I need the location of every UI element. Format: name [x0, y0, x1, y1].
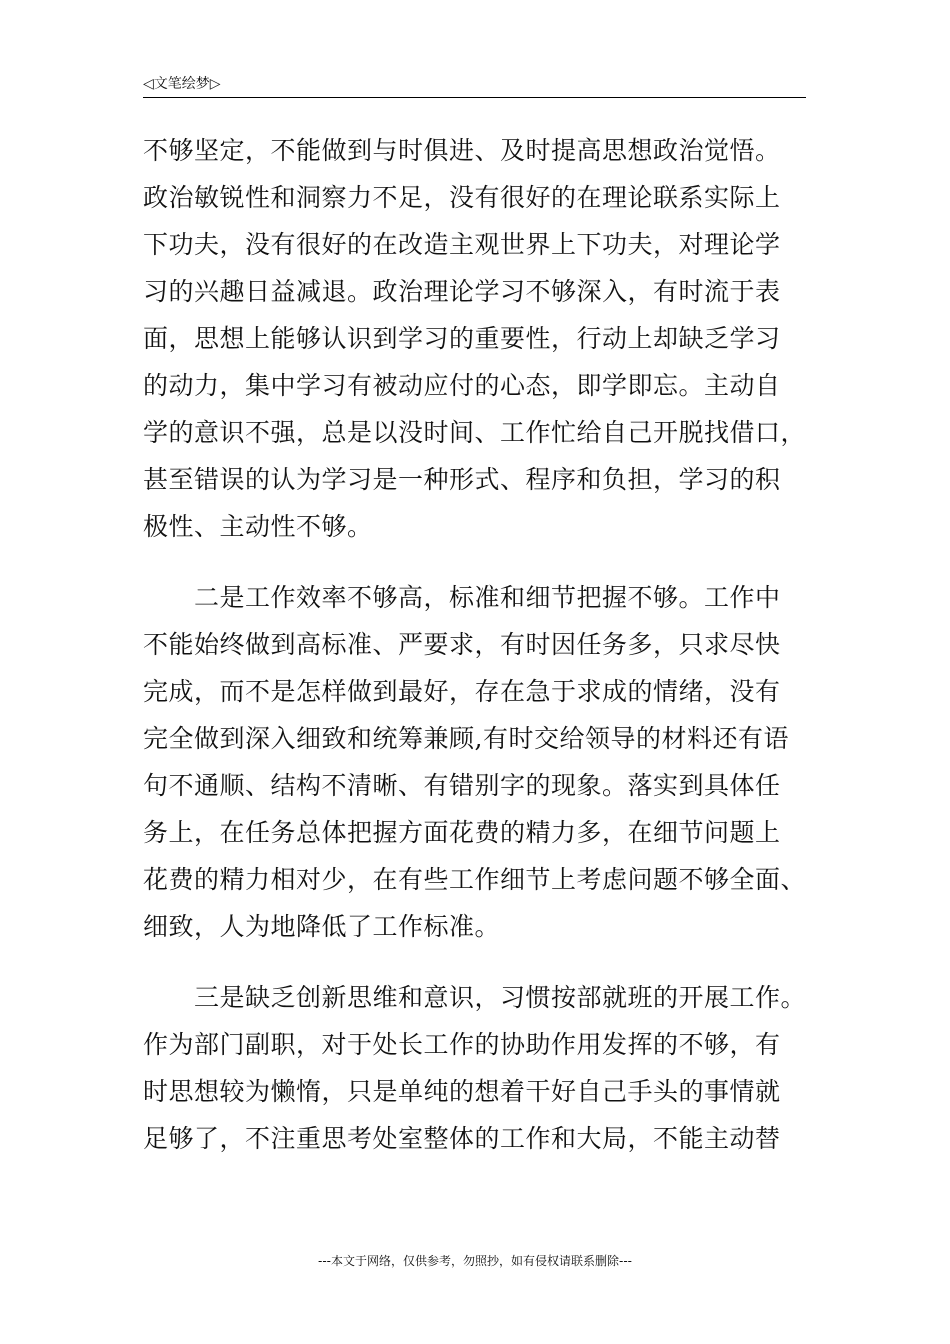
text-line: 习的兴趣日益减退。政治理论学习不够深入，有时流于表	[143, 277, 781, 306]
text-line: 细致，人为地降低了工作标准。	[143, 912, 501, 941]
text-line: 完成，而不是怎样做到最好，存在急于求成的情绪，没有	[143, 677, 781, 706]
header-rule	[143, 97, 806, 98]
text-line: 的动力，集中学习有被动应付的心态，即学即忘。主动自	[143, 371, 781, 400]
text-line: 务上，在任务总体把握方面花费的精力多，在细节问题上	[143, 818, 781, 847]
text-line: 花费的精力相对少，在有些工作细节上考虑问题不够全面、	[143, 865, 807, 894]
page-footer: ---本文于网络，仅供参考，勿照抄，如有侵权请联系删除---	[318, 1254, 632, 1268]
paragraph-2	[143, 574, 806, 950]
text-line: 时思想较为懒惰，只是单纯的想着干好自己手头的事情就	[143, 1077, 781, 1106]
text-line: 作为部门副职，对于处长工作的协助作用发挥的不够，有	[143, 1030, 781, 1059]
text-line: 足够了，不注重思考处室整体的工作和大局，不能主动替	[143, 1124, 781, 1153]
text-line: 极性、主动性不够。	[143, 512, 373, 541]
document-body	[143, 127, 806, 1162]
text-line: 下功夫，没有很好的在改造主观世界上下功夫，对理论学	[143, 230, 781, 259]
paragraph-3	[143, 974, 806, 1162]
text-line: 不能始终做到高标准、严要求，有时因任务多，只求尽快	[143, 630, 781, 659]
text-line: 句不通顺、结构不清晰、有错别字的现象。落实到具体任	[143, 771, 781, 800]
paragraph-1	[143, 127, 806, 550]
text-line: 面，思想上能够认识到学习的重要性，行动上却缺乏学习	[143, 324, 781, 353]
text-line: 不够坚定，不能做到与时俱进、及时提高思想政治觉悟。	[143, 136, 781, 165]
text-line: 三是缺乏创新思维和意识，习惯按部就班的开展工作。	[143, 983, 807, 1012]
text-line: 二是工作效率不够高，标准和细节把握不够。工作中	[143, 583, 781, 612]
text-line: 政治敏锐性和洞察力不足，没有很好的在理论联系实际上	[143, 183, 781, 212]
text-line: 学的意识不强，总是以没时间、工作忙给自己开脱找借口，	[143, 418, 807, 447]
text-line: 完全做到深入细致和统筹兼顾,有时交给领导的材料还有语	[143, 724, 789, 753]
text-line: 甚至错误的认为学习是一种形式、程序和负担，学习的积	[143, 465, 781, 494]
page-header: ◁文笔绘梦▷	[143, 76, 221, 92]
